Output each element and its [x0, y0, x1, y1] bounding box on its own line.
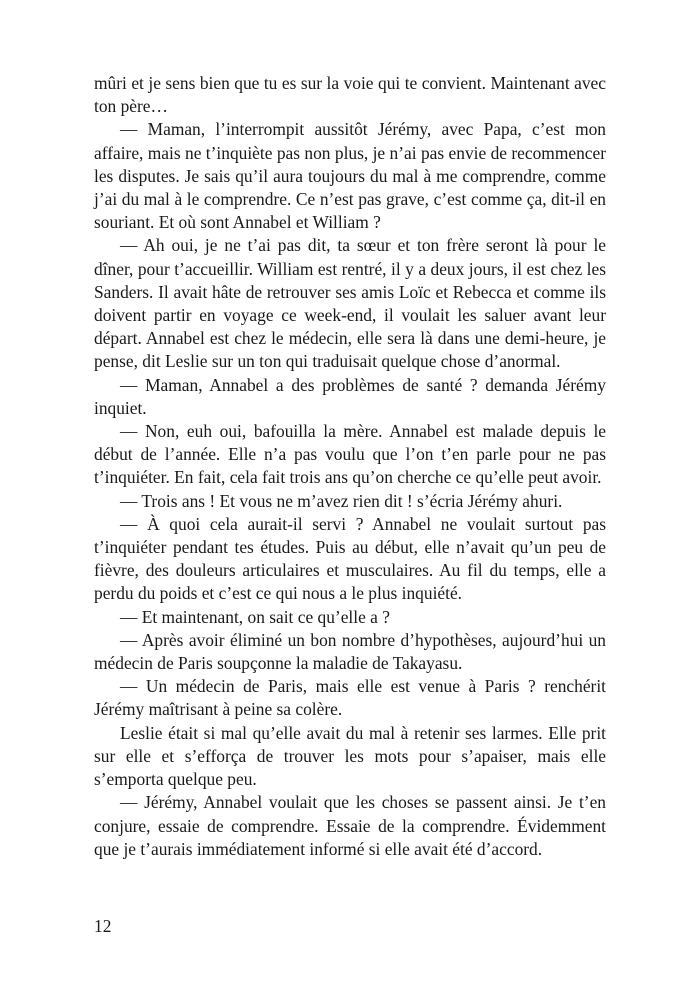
paragraph: — À quoi cela aurait-il servi ? Annabel ne voulait surtout pas t’inquiéter pendant tes études. Puis au début, elle n’avait qu’un peu de fièvre, des douleurs articulaires et musculaires. Au fil du temps, elle a perdu du poids et c’est ce qui nous a le plus inquiété. [94, 513, 606, 604]
paragraph: — Ah oui, je ne t’ai pas dit, ta sœur et ton frère seront là pour le dîner, pour t’accueillir. William est rentré, il y a deux jours, il est chez les Sanders. Il avait hâte de retrouver ses amis Loïc et Rebecca et comme ils doivent partir en voyage ce week-end, il voulait les saluer avant leur départ. Annabel est chez le médecin, elle sera là dans une demi-heure, je pense, dit Leslie sur un ton qui traduisait quelque chose d’anormal. [94, 235, 606, 372]
paragraph: Leslie était si mal qu’elle avait du mal à retenir ses larmes. Elle prit sur elle et s’efforça de trouver les mots pour s’apaiser, mais elle s’emporta quelque peu. [94, 722, 606, 790]
paragraph: — Non, euh oui, bafouilla la mère. Annabel est malade depuis le début de l’année. Elle n’a pas voulu que l’on t’en parle pour ne pas t’inquiéter. En fait, cela fait trois ans qu’on cherche ce qu’elle peut avoir. [94, 421, 606, 488]
paragraph: — Après avoir éliminé un bon nombre d’hypothèses, aujourd’hui un médecin de Paris soupçonne la maladie de Takayasu. [94, 629, 606, 674]
paragraph: — Et maintenant, on sait ce qu’elle a ? [120, 606, 390, 627]
page-number: 12 [94, 916, 112, 936]
paragraph: — Jérémy, Annabel voulait que les choses se passent ainsi. Je t’en conjure, essaie de comprendre. Essaie de la comprendre. Évidemment que je t’aurais immédiatement informé si elle avait été d’accord. [94, 792, 606, 859]
paragraph: — Maman, l’interrompit aussitôt Jérémy, avec Papa, c’est mon affaire, mais ne t’inquiète pas non plus, je n’ai pas envie de recommencer les disputes. Je sais qu’il aura toujours du mal à me comprendre, comme j’ai du mal à le comprendre. Ce n’est pas grave, c’est comme ça, dit-il en souriant. Et où sont Annabel et William ? [94, 119, 606, 233]
paragraph: mûri et je sens bien que tu es sur la voie qui te convient. Maintenant avec ton père… [94, 73, 606, 117]
paragraph: — Un médecin de Paris, mais elle est venue à Paris ? renchérit Jérémy maîtrisant à peine sa colère. [94, 676, 606, 720]
paragraph: — Maman, Annabel a des problèmes de santé ? demanda Jérémy inquiet. [94, 374, 606, 418]
page-body [94, 72, 606, 861]
paragraph: — Trois ans ! Et vous ne m’avez rien dit ! s’écria Jérémy ahuri. [120, 490, 563, 511]
